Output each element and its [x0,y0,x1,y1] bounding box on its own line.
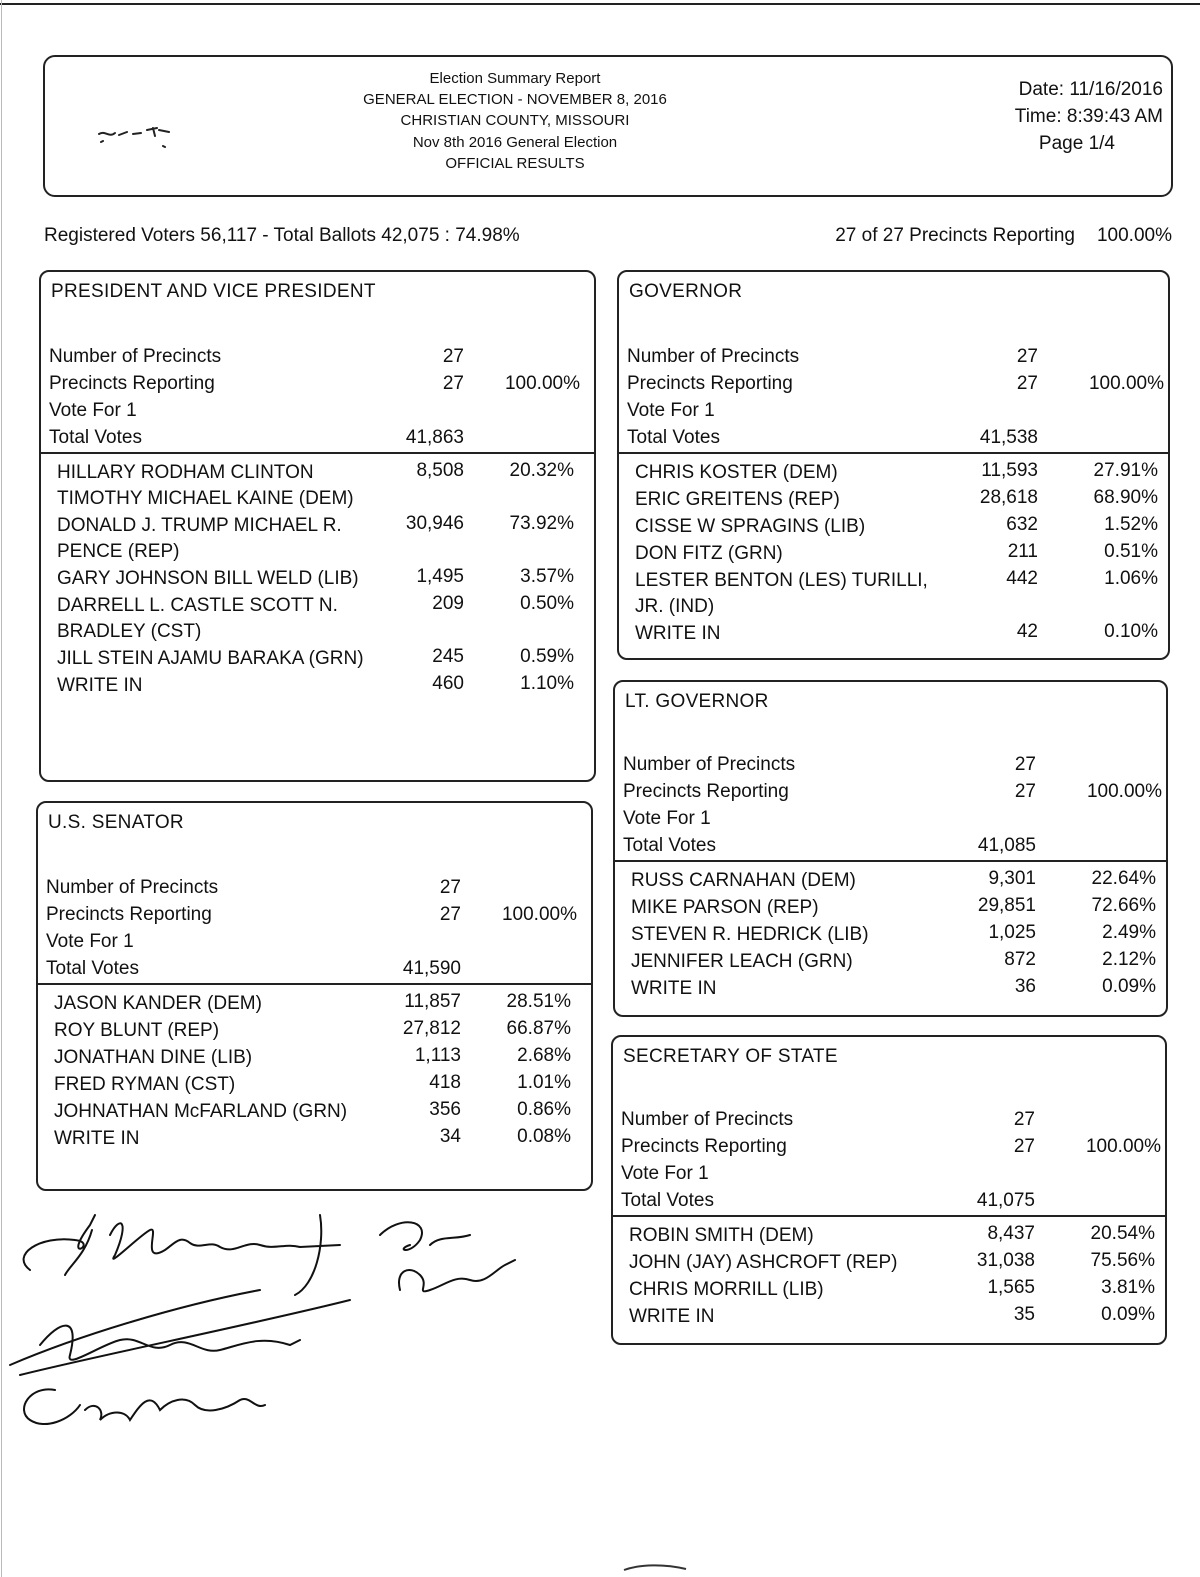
candidate-name: WRITE IN [57,675,143,696]
stat-label: Total Votes [49,427,142,448]
header-meta [1015,76,1163,157]
candidate-votes: 209 [432,593,464,614]
page-number: Page 1/4 [1038,133,1115,154]
candidate-row [38,1072,591,1098]
candidate-votes: 1,565 [987,1277,1035,1298]
candidate-percent: 2.49% [1102,922,1156,943]
contest-divider [36,983,593,985]
contest-title: GOVERNOR [629,281,743,302]
stat-label: Precincts Reporting [621,1136,787,1157]
contest-secretary-of-state [611,1035,1167,1345]
candidate-name: ERIC GREITENS (REP) [635,489,840,510]
stat-label: Vote For 1 [627,400,715,421]
stat-label: Precincts Reporting [46,904,212,925]
candidate-votes: 42 [1016,621,1038,642]
candidate-percent: 3.57% [520,566,574,587]
candidate-votes: 245 [432,646,464,667]
report-header [43,55,1173,197]
stat-value: 41,075 [976,1190,1035,1211]
candidate-votes: 29,851 [977,895,1036,916]
candidate-name: JOHN (JAY) ASHCROFT (REP) [629,1252,898,1273]
candidate-votes: 8,437 [987,1223,1035,1244]
candidate-name: JILL STEIN AJAMU BARAKA (GRN) [57,648,364,669]
candidate-name: WRITE IN [631,978,717,999]
candidate-votes: 442 [1006,568,1038,589]
stat-value: 27 [1013,1109,1035,1130]
contest-divider [613,860,1168,862]
candidate-row [613,1277,1165,1303]
stat-value: 27 [1013,1136,1035,1157]
stat-percent: 100.00% [1088,373,1164,394]
contest-stat-row [615,835,1166,862]
candidate-percent: 28.51% [506,991,571,1012]
candidate-votes: 872 [1004,949,1036,970]
candidate-percent: 27.91% [1093,460,1158,481]
contest-stat-row [613,1109,1165,1136]
contest-stat-row [615,808,1166,835]
stat-label: Vote For 1 [49,400,137,421]
candidate-row [619,541,1168,567]
stat-label: Total Votes [621,1190,714,1211]
contest-title: PRESIDENT AND VICE PRESIDENT [51,281,376,302]
contest-stat-row [38,931,591,958]
candidate-percent: 2.68% [517,1045,571,1066]
candidate-row [38,1126,591,1152]
candidate-name: CHRIS MORRILL (LIB) [629,1279,824,1300]
contest-stat-row [41,400,594,427]
contest-stat-row [619,346,1168,373]
candidate-row [615,922,1166,948]
candidate-percent: 73.92% [509,513,574,534]
contest-title: SECRETARY OF STATE [623,1046,838,1067]
stat-percent: 100.00% [501,904,577,925]
contest-divider [617,452,1170,454]
report-date: Date: 11/16/2016 [1018,79,1163,100]
contest-stat-row [615,754,1166,781]
candidate-name: JOHNATHAN McFARLAND (GRN) [54,1101,348,1122]
candidate-row [615,949,1166,975]
candidate-row [41,593,594,645]
candidate-row [613,1250,1165,1276]
candidate-votes: 11,593 [981,460,1038,481]
candidate-name: WRITE IN [629,1306,715,1327]
candidate-row [41,646,594,672]
stat-value: 41,863 [405,427,464,448]
candidate-percent: 0.09% [1101,1304,1155,1325]
candidate-row [619,514,1168,540]
stat-label: Precincts Reporting [627,373,793,394]
candidate-row [41,673,594,699]
candidate-name: ROY BLUNT (REP) [54,1020,220,1041]
contest-divider [611,1215,1167,1217]
contest-president [39,270,596,782]
candidate-percent: 2.12% [1102,949,1156,970]
candidate-name: CHRIS KOSTER (DEM) [635,462,838,483]
candidate-name: WRITE IN [635,623,721,644]
contest-divider [39,452,596,454]
candidate-row [38,991,591,1017]
contest-stat-row [613,1190,1165,1217]
candidate-name: HILLARY RODHAM CLINTON TIMOTHY MICHAEL KAINE (DEM) [57,462,354,509]
candidate-name: DON FITZ (GRN) [635,543,783,564]
candidate-votes: 460 [432,673,464,694]
candidate-percent: 0.50% [520,593,574,614]
precincts-reporting-pct: 100.00% [1096,225,1172,246]
stat-value: 41,538 [979,427,1038,448]
stat-label: Vote For 1 [46,931,134,952]
scan-top-border [0,3,1200,5]
candidate-name: LESTER BENTON (LES) TURILLI, JR. (IND) [635,570,928,617]
candidate-name: DARRELL L. CASTLE SCOTT N. BRADLEY (CST) [57,595,338,642]
candidate-row [613,1304,1165,1330]
report-time: Time: 8:39:43 AM [1014,106,1163,127]
stat-value: 27 [442,373,464,394]
candidate-row [615,976,1166,1002]
election-subtitle: Nov 8th 2016 General Election [412,133,618,151]
stat-label: Number of Precincts [621,1109,794,1130]
candidate-row [41,513,594,565]
candidate-percent: 0.09% [1102,976,1156,997]
candidate-votes: 1,025 [988,922,1036,943]
candidate-row [615,895,1166,921]
candidate-votes: 1,495 [416,566,464,587]
stat-label: Total Votes [46,958,139,979]
candidate-percent: 20.54% [1090,1223,1155,1244]
stat-value: 27 [1014,754,1036,775]
stat-label: Precincts Reporting [49,373,215,394]
candidate-percent: 1.01% [517,1072,571,1093]
candidate-percent: 22.64% [1091,868,1156,889]
contest-stat-row [613,1163,1165,1190]
candidate-name: FRED RYMAN (CST) [54,1074,236,1095]
stat-label: Number of Precincts [49,346,222,367]
candidate-row [619,487,1168,513]
contest-stat-row [38,958,591,985]
candidate-name: CISSE W SPRAGINS (LIB) [635,516,866,537]
candidate-percent: 0.10% [1104,621,1158,642]
candidate-votes: 8,508 [416,460,464,481]
stat-label: Vote For 1 [621,1163,709,1184]
candidate-votes: 31,038 [976,1250,1035,1271]
candidate-percent: 0.08% [517,1126,571,1147]
candidate-row [615,868,1166,894]
contest-stat-row [615,781,1166,808]
stat-label: Number of Precincts [627,346,800,367]
candidate-name: ROBIN SMITH (DEM) [629,1225,814,1246]
header-scribble-mark [97,124,187,154]
candidate-votes: 27,812 [402,1018,461,1039]
contest-stat-row [619,373,1168,400]
candidate-votes: 35 [1013,1304,1035,1325]
precincts-reporting-text: 27 of 27 Precincts Reporting [835,225,1075,246]
candidate-votes: 30,946 [405,513,464,534]
candidate-name: GARY JOHNSON BILL WELD (LIB) [57,568,359,589]
stat-percent: 100.00% [504,373,580,394]
stat-value: 41,085 [977,835,1036,856]
candidate-votes: 356 [429,1099,461,1120]
candidate-row [38,1045,591,1071]
candidate-votes: 34 [439,1126,461,1147]
candidate-name: WRITE IN [54,1128,140,1149]
candidate-percent: 75.56% [1090,1250,1155,1271]
contest-stat-row [38,877,591,904]
candidate-percent: 1.52% [1104,514,1158,535]
stat-label: Vote For 1 [623,808,711,829]
candidate-percent: 68.90% [1093,487,1158,508]
results-status: OFFICIAL RESULTS [445,154,585,172]
candidate-percent: 20.32% [509,460,574,481]
county-name: CHRISTIAN COUNTY, MISSOURI [400,112,630,130]
stat-value: 27 [439,904,461,925]
candidate-percent: 1.10% [520,673,574,694]
candidate-votes: 211 [1007,541,1038,562]
stat-percent: 100.00% [1086,781,1162,802]
candidate-percent: 1.06% [1104,568,1158,589]
contest-stat-row [41,373,594,400]
candidate-row [619,621,1168,647]
candidate-votes: 632 [1006,514,1038,535]
candidate-votes: 418 [429,1072,461,1093]
candidate-row [41,460,594,512]
contest-stat-row [41,346,594,373]
stat-label: Total Votes [623,835,716,856]
stat-percent: 100.00% [1085,1136,1161,1157]
candidate-name: JASON KANDER (DEM) [54,993,262,1014]
candidate-votes: 36 [1014,976,1036,997]
stat-label: Number of Precincts [46,877,219,898]
precincts-summary [835,225,1172,247]
candidate-name: RUSS CARNAHAN (DEM) [631,870,856,891]
contest-stat-row [38,904,591,931]
stat-value: 27 [1016,373,1038,394]
stat-value: 41,590 [402,958,461,979]
candidate-percent: 3.81% [1101,1277,1155,1298]
stat-label: Precincts Reporting [623,781,789,802]
contest-stat-row [41,427,594,454]
candidate-row [38,1018,591,1044]
candidate-name: DONALD J. TRUMP MICHAEL R. PENCE (REP) [57,515,342,562]
candidate-percent: 66.87% [506,1018,571,1039]
contest-stat-row [613,1136,1165,1163]
election-name: GENERAL ELECTION - NOVEMBER 8, 2016 [363,91,667,109]
contest-lt-governor [613,680,1168,1017]
stat-value: 27 [1016,346,1038,367]
candidate-row [619,568,1168,620]
candidate-row [619,460,1168,486]
candidate-name: MIKE PARSON (REP) [631,897,819,918]
candidate-percent: 0.51% [1104,541,1158,562]
candidate-percent: 0.86% [517,1099,571,1120]
candidate-votes: 11,857 [404,991,461,1012]
stat-value: 27 [439,877,461,898]
candidate-name: JENNIFER LEACH (GRN) [631,951,853,972]
candidate-name: STEVEN R. HEDRICK (LIB) [631,924,869,945]
stat-value: 27 [442,346,464,367]
candidate-votes: 1,113 [414,1045,461,1066]
stat-label: Total Votes [627,427,720,448]
candidate-votes: 28,618 [979,487,1038,508]
contest-title: LT. GOVERNOR [625,691,769,712]
candidate-row [613,1223,1165,1249]
turnout-summary: Registered Voters 56,117 - Total Ballots 42,075 : 74.98% [44,225,520,246]
contest-stat-row [619,427,1168,454]
stat-value: 27 [1014,781,1036,802]
scan-bottom-mark [620,1560,690,1574]
candidate-name: JONATHAN DINE (LIB) [54,1047,253,1068]
stat-label: Number of Precincts [623,754,796,775]
contest-us-senator [36,801,593,1191]
candidate-row [38,1099,591,1125]
report-title: Election Summary Report [429,70,601,87]
official-signatures [0,1195,560,1445]
header-title-block [335,68,695,174]
contest-governor [617,270,1170,660]
candidate-percent: 0.59% [520,646,574,667]
candidate-votes: 9,301 [988,868,1036,889]
candidate-row [41,566,594,592]
contest-stat-row [619,400,1168,427]
candidate-percent: 72.66% [1091,895,1156,916]
contest-title: U.S. SENATOR [48,812,184,833]
